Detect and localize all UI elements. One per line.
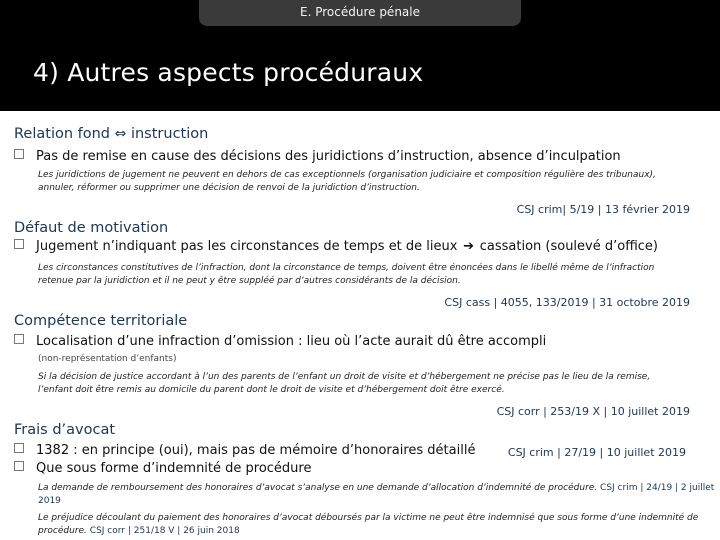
bullet-text: Localisation d’une infraction d’omission : lieu où l’acte aurait dû être accompli [36, 334, 547, 349]
case-reference: CSJ crim| 5/19 | 13 février 2019 [516, 203, 690, 216]
case-reference: CSJ cass | 4055, 133/2019 | 31 octobre 2019 [444, 296, 690, 309]
heading-left-text: Relation fond [14, 126, 111, 142]
heading-right-text: instruction [130, 126, 209, 142]
subnote: (non-représentation d’enfants) [38, 354, 177, 364]
section-tab: E. Procédure pénale [199, 0, 521, 26]
inline-reference: CSJ crim | 24/19 | 2 juillet [600, 483, 715, 493]
note-block [38, 262, 654, 288]
bullet-square-icon [14, 334, 24, 344]
inline-reference: CSJ corr | 251/18 V | 26 juin 2018 [89, 526, 240, 536]
note-line: Le préjudice découlant du paiement des honoraires d’avocat déboursés par la victime ne peut être indemnisé que sous forme d’une indemnité de [38, 513, 699, 523]
bullet-square-icon [14, 443, 24, 453]
bullet-square-icon [14, 461, 24, 471]
section-heading-frais-avocat: Frais d’avocat [14, 422, 116, 438]
bullet-square-icon [14, 149, 24, 159]
section-heading-relation-fond [14, 126, 208, 142]
bullet-item [14, 461, 311, 476]
bullet-item [14, 334, 546, 349]
inline-reference: 2019 [38, 496, 61, 506]
note-line: annuler, réformer ou supprimer une décision de renvoi de la juridiction d’instruction. [38, 183, 420, 193]
bullet-text: Que sous forme d’indemnité de procédure [36, 461, 312, 476]
note-block [38, 371, 650, 397]
note-line: Les circonstances constitutives de l’infraction, dont la circonstance de temps, doivent être énoncées dans le libellé même de l’infraction [38, 263, 655, 273]
note-line: Si la décision de justice accordant à l’un des parents de l’enfant un droit de visite et d’hébergement ne précise pas le lieu de la remise, [38, 372, 651, 382]
note-text: procédure. [38, 526, 87, 536]
note-line [38, 525, 698, 538]
right-arrow-icon: ➔ [463, 239, 475, 254]
section-heading-competence: Compétence territoriale [14, 313, 188, 329]
slide-title: 4) Autres aspects procéduraux [33, 58, 424, 87]
bullet-square-icon [14, 239, 24, 249]
note-line: retenue par la juridiction et il ne peut y être suppléé par d’autres considérants de la décision. [38, 276, 461, 286]
double-arrow-icon: ⇔ [114, 126, 127, 142]
bullet-text: 1382 : en principe (oui), mais pas de mémoire d’honoraires détaillé [36, 443, 476, 458]
case-reference: CSJ corr | 253/19 X | 10 juillet 2019 [496, 405, 690, 418]
note-line [38, 482, 714, 495]
bullet-text: Jugement n’indiquant pas les circonstances de temps et de lieux [36, 239, 458, 254]
bullet-item [14, 149, 621, 164]
note-line: l’enfant doit être remis au domicile du parent dont le droit de visite et d’hébergement doit être exercé. [38, 385, 505, 395]
note-block [38, 482, 714, 508]
bullet-item [14, 443, 475, 458]
case-reference: CSJ crim | 27/19 | 10 juillet 2019 [507, 446, 686, 459]
slide-header [0, 0, 720, 111]
bullet-text-right: cassation (soulevé d’office) [479, 239, 658, 254]
bullet-text: Pas de remise en cause des décisions des juridictions d’instruction, absence d’inculpation [36, 149, 621, 164]
bullet-item [14, 239, 658, 254]
note-block [38, 512, 698, 538]
note-block [38, 169, 656, 195]
note-line: Les juridictions de jugement ne peuvent en dehors de cas exceptionnels (organisation judiciaire et composition régulière des tribunaux), [38, 170, 656, 180]
note-text: La demande de remboursement des honoraires d’avocat s’analyse en une demande d’allocation d’indemnité de procédure. [38, 483, 598, 493]
section-heading-defaut-motivation: Défaut de motivation [14, 220, 169, 236]
